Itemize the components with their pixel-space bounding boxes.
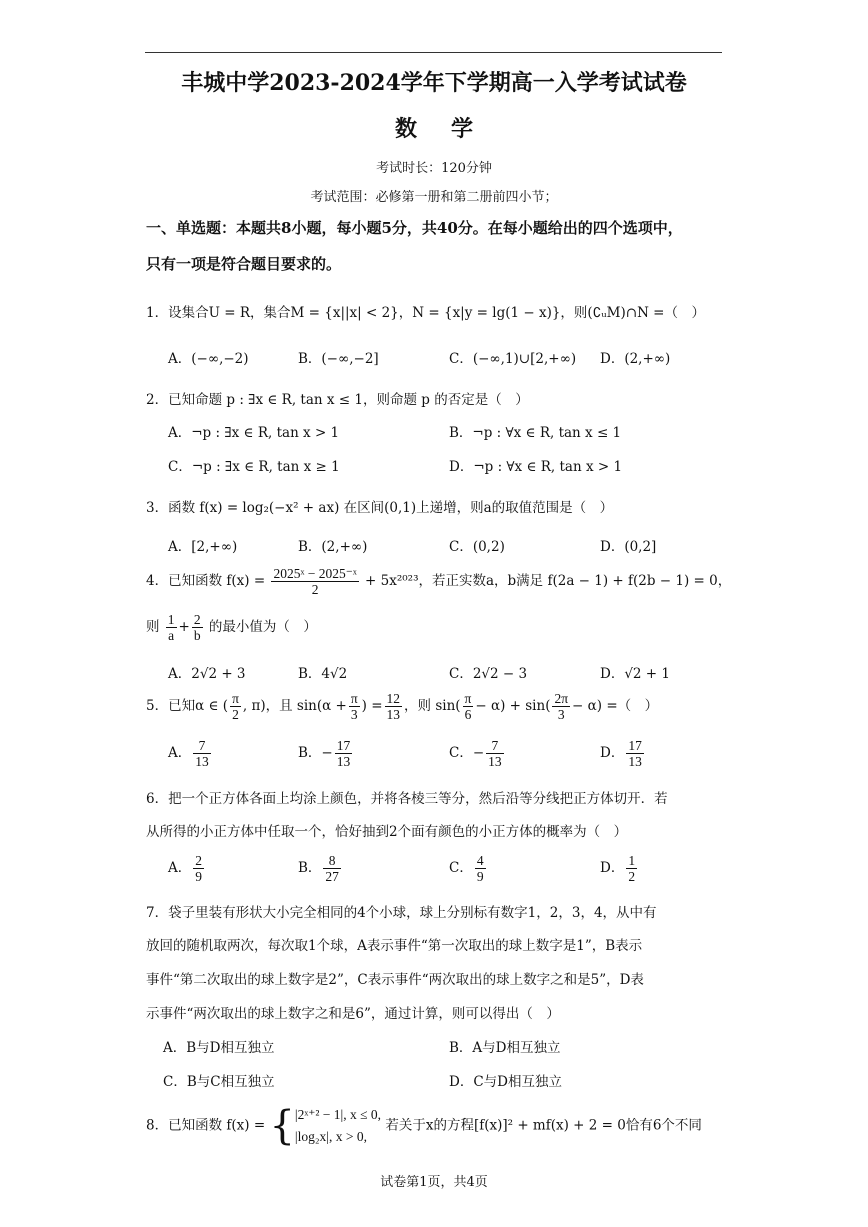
q4-plus: +	[178, 619, 190, 635]
q4-stem-pre: 4．已知函数 f(x) =	[146, 573, 266, 589]
q6-d-frac	[626, 853, 637, 884]
q5-f3-num: 12	[386, 691, 401, 706]
q5-f5-num: 2π	[554, 691, 569, 706]
q5-option-d[interactable]	[600, 738, 646, 769]
q5-f1-num: π	[232, 691, 239, 706]
q6-c-label: C．	[449, 860, 473, 876]
q4-line2-post: 的最小值为（ ）	[208, 619, 317, 635]
q6-b-frac	[323, 853, 341, 884]
q6-a-den: 9	[195, 869, 202, 884]
q6-option-c[interactable]	[449, 853, 488, 884]
q3-option-a[interactable]: A．[2,+∞)	[168, 539, 238, 555]
q6-b-label: B．	[298, 860, 322, 876]
exam-title: 丰城中学2023-2024学年下学期高一入学考试试卷	[181, 70, 687, 96]
q5-part4: ，则 sin(	[404, 698, 461, 714]
q4-frac-2-over-b	[192, 612, 203, 643]
q4-stem-post: + 5x²⁰²³，若正实数a，b满足 f(2a − 1) + f(2b − 1) = 0，	[365, 573, 732, 589]
q8-stem	[146, 1104, 702, 1148]
q6-b-num: 8	[323, 853, 341, 869]
q6-d-label: D．	[600, 860, 625, 876]
section-heading-line1: 一、单选题：本题共8小题，每小题5分，共40分。在每小题给出的四个选项中，	[146, 219, 683, 237]
subject-title: 数学	[394, 116, 507, 142]
q7-stem-line4: 示事件“两次取出的球上数字之和是6”，通过计算，则可以得出（ ）	[146, 1006, 560, 1022]
q5-part1: 5．已知α ∈ (	[146, 698, 229, 714]
section-heading	[146, 210, 736, 282]
q2-option-c[interactable]: C．¬p : ∃x ∈ R, tan x ≥ 1	[168, 459, 340, 475]
q5-b-frac	[335, 738, 353, 769]
q5-b-label: B．−	[298, 745, 333, 761]
q5-frac-2pi-3	[552, 691, 570, 722]
q2-option-b[interactable]: B．¬p : ∀x ∈ R, tan x ≤ 1	[449, 425, 622, 441]
q8-pre: 8．已知函数 f(x) =	[146, 1117, 266, 1134]
q3-option-b[interactable]: B．(2,+∞)	[298, 539, 368, 555]
q5-option-c[interactable]	[449, 738, 506, 769]
q7-stem-line1: 7．袋子里装有形状大小完全相同的4个小球，球上分别标有数字1，2，3，4，从中有	[146, 905, 657, 921]
q5-c-num: 7	[486, 738, 504, 754]
q5-stem	[146, 691, 658, 722]
q5-f3-den: 13	[386, 707, 401, 722]
q4-line2-pre: 则	[146, 619, 160, 635]
q5-part6: − α) =（ ）	[572, 698, 659, 714]
header-rule	[145, 52, 722, 53]
q8-piecewise	[295, 1104, 381, 1148]
q5-c-frac	[486, 738, 504, 769]
q6-c-den: 9	[476, 869, 484, 884]
q1-option-b[interactable]: B．(−∞,−2]	[298, 351, 379, 367]
q5-b-num: 17	[336, 738, 351, 753]
q7-option-b[interactable]: B．A与D相互独立	[449, 1040, 561, 1056]
q6-d-den: 2	[628, 869, 636, 884]
q5-part2: , π)，且 sin(α +	[242, 698, 347, 714]
q5-f2-den: 3	[350, 707, 358, 722]
q5-d-num: 17	[628, 738, 642, 753]
exam-scope: 考试范围：必修第一册和第二册前四小节；	[310, 190, 558, 205]
left-brace-icon: {	[269, 1103, 295, 1149]
q3-option-d[interactable]: D．(0,2]	[600, 539, 657, 555]
q5-a-frac	[193, 738, 211, 769]
q7-option-d[interactable]: D．C与D相互独立	[449, 1074, 562, 1090]
q5-a-den: 13	[195, 754, 209, 769]
q5-d-label: D．	[600, 745, 625, 761]
q8-case2: |log₂x|, x > 0,	[294, 1129, 367, 1144]
q8-case1: |2ˣ⁺² − 1|, x ≤ 0,	[294, 1107, 382, 1122]
q7-option-a[interactable]: A．B与D相互独立	[163, 1040, 275, 1056]
q7-stem-line2: 放回的随机取两次，每次取1个球，A表示事件“第一次取出的球上数字是1”，B表示	[146, 938, 643, 954]
q6-option-a[interactable]	[168, 853, 206, 884]
q5-d-den: 13	[628, 754, 642, 769]
page-footer: 试卷第1页，共4页	[380, 1175, 488, 1190]
q5-f4-den: 6	[464, 707, 472, 722]
q6-a-frac	[193, 853, 204, 884]
exam-duration: 考试时长：120分钟	[376, 161, 492, 176]
q5-option-b[interactable]	[298, 738, 354, 769]
q5-a-label: A．	[168, 745, 192, 761]
q1-option-d[interactable]: D．(2,+∞)	[600, 351, 671, 367]
q4-option-b[interactable]: B．4√2	[298, 666, 348, 682]
q4-frac1-num: 1	[167, 612, 175, 627]
q1-option-a[interactable]: A．(−∞,−2)	[168, 351, 249, 367]
q7-option-c[interactable]: C．B与C相互独立	[163, 1074, 275, 1090]
q5-f2-num: π	[350, 691, 358, 706]
q4-fraction-numerator: 2025ˣ − 2025⁻ˣ	[273, 566, 357, 581]
q4-fraction	[271, 566, 358, 597]
q7-stem-line3: 事件“第二次取出的球上数字是2”，C表示事件“两次取出的球上数字之和是5”，D表	[146, 972, 644, 988]
q4-frac2-den: b	[193, 628, 201, 643]
q5-f1-den: 2	[232, 707, 239, 722]
q4-stem-line2	[146, 612, 317, 643]
q6-stem-line2: 从所得的小正方体中任取一个，恰好抽到2个面有颜色的小正方体的概率为（ ）	[146, 824, 628, 840]
q6-c-frac	[475, 853, 486, 884]
q5-d-frac	[626, 738, 644, 769]
section-heading-line2: 只有一项是符合题目要求的。	[146, 255, 342, 273]
q5-option-a[interactable]	[168, 738, 213, 769]
q6-b-den: 27	[325, 869, 339, 884]
q6-a-label: A．	[168, 860, 192, 876]
q3-stem: 3．函数 f(x) = log₂(−x² + ax) 在区间(0,1)上递增，则a的取值范围是（ ）	[146, 500, 614, 516]
q5-frac-12-13	[385, 691, 403, 722]
q1-option-c[interactable]: C．(−∞,1)∪[2,+∞)	[449, 351, 577, 367]
q6-option-d[interactable]	[600, 853, 639, 884]
q4-option-c[interactable]: C．2√2 − 3	[449, 666, 528, 682]
q5-a-num: 7	[193, 738, 211, 754]
q2-option-d[interactable]: D．¬p : ∀x ∈ R, tan x > 1	[449, 459, 623, 475]
q5-f5-den: 3	[557, 707, 565, 722]
q4-option-a[interactable]: A．2√2 + 3	[168, 666, 246, 682]
q2-option-a[interactable]: A．¬p : ∃x ∈ R, tan x > 1	[168, 425, 340, 441]
q6-c-num: 4	[476, 853, 484, 868]
q5-frac-pi-2	[230, 691, 241, 722]
q4-option-d[interactable]: D．√2 + 1	[600, 666, 670, 682]
q4-stem-line1	[146, 566, 731, 597]
q5-part3: ) =	[361, 698, 383, 714]
q2-stem: 2．已知命题 p : ∃x ∈ R, tan x ≤ 1，则命题 p 的否定是（ ）	[146, 392, 529, 408]
q5-f4-num: π	[464, 691, 472, 706]
q5-part5: − α) + sin(	[475, 698, 551, 714]
q5-c-label: C．−	[449, 745, 485, 761]
q6-a-num: 2	[195, 853, 202, 868]
q1-stem: 1．设集合U = R，集合M = {x||x| < 2}，N = {x|y = lg(1 − x)}，则(∁ᵤM)∩N =（ ）	[146, 305, 705, 321]
q4-frac2-num: 2	[193, 612, 201, 627]
q8-post: 若关于x的方程[f(x)]² + mf(x) + 2 = 0恰有6个不同	[385, 1117, 702, 1134]
q3-option-c[interactable]: C．(0,2)	[449, 539, 505, 555]
q6-option-b[interactable]	[298, 853, 343, 884]
q6-d-num: 1	[628, 853, 636, 868]
q4-frac-1-over-a	[166, 612, 177, 643]
q4-frac1-den: a	[168, 628, 175, 643]
q5-frac-pi-3	[349, 691, 360, 722]
q5-frac-pi-6	[463, 691, 474, 722]
q4-fraction-denominator: 2	[311, 582, 319, 597]
q5-c-den: 13	[488, 754, 502, 769]
q6-stem-line1: 6．把一个正方体各面上均涂上颜色，并将各棱三等分，然后沿等分线把正方体切开．若	[146, 791, 668, 807]
q5-b-den: 13	[336, 754, 351, 769]
